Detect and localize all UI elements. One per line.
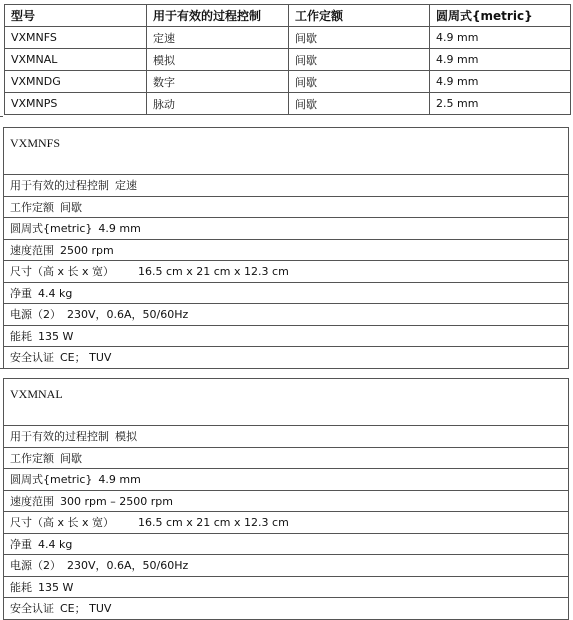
spec-row xyxy=(4,239,569,261)
spec-row xyxy=(4,598,569,620)
spec-label: 能耗 xyxy=(10,580,32,594)
spec-value: 135 W xyxy=(38,329,74,343)
spec-value: 135 W xyxy=(38,580,74,594)
spec-model-name: VXMNFS xyxy=(4,128,569,175)
table-cell: VXMNPS xyxy=(5,93,147,115)
spec-value: 230V，0.6A，50/60Hz xyxy=(67,559,189,573)
spec-table-vxmnfs xyxy=(3,127,569,369)
spec-value: 4.4 kg xyxy=(38,286,73,300)
table-row xyxy=(5,93,571,115)
table-cell: 数字 xyxy=(147,71,289,93)
spec-row xyxy=(4,555,569,577)
spec-label: 净重 xyxy=(10,537,32,551)
table-header-row xyxy=(5,5,571,27)
spec-label: 安全认证 xyxy=(10,602,54,616)
spec-value: 16.5 cm x 21 cm x 12.3 cm xyxy=(138,516,289,530)
spec-value: CE； TUV xyxy=(60,351,112,365)
spec-row xyxy=(4,218,569,240)
spec-label: 安全认证 xyxy=(10,351,54,365)
spec-value: 16.5 cm x 21 cm x 12.3 cm xyxy=(138,265,289,279)
table-cell: 2.5 mm xyxy=(430,93,571,115)
spec-row xyxy=(4,325,569,347)
spec-row xyxy=(4,261,569,283)
table-cell: VXMNFS xyxy=(5,27,147,49)
spec-label: 圆周式{metric} xyxy=(10,222,93,236)
table-cell: 4.9 mm xyxy=(430,49,571,71)
divider xyxy=(0,368,3,369)
spec-model-name: VXMNAL xyxy=(4,379,569,426)
spec-row xyxy=(4,175,569,197)
spec-value: 定速 xyxy=(115,179,137,193)
table-cell: 模拟 xyxy=(147,49,289,71)
spec-label: 能耗 xyxy=(10,329,32,343)
spec-label: 速度范围 xyxy=(10,494,54,508)
spec-label: 用于有效的过程控制 xyxy=(10,179,109,193)
column-header: 型号 xyxy=(5,5,147,27)
table-cell: 间歇 xyxy=(289,49,430,71)
spec-label: 速度范围 xyxy=(10,243,54,257)
table-cell: 间歇 xyxy=(289,27,430,49)
spec-value: 间歇 xyxy=(60,451,82,465)
spec-row xyxy=(4,576,569,598)
spec-label: 尺寸（高 x 长 x 宽） xyxy=(10,516,115,530)
spec-title-row xyxy=(4,379,569,426)
table-row xyxy=(5,71,571,93)
spec-value: 300 rpm – 2500 rpm xyxy=(60,494,173,508)
column-header: 用于有效的过程控制 xyxy=(147,5,289,27)
table-cell: 定速 xyxy=(147,27,289,49)
spec-row xyxy=(4,196,569,218)
spec-row xyxy=(4,533,569,555)
spec-label: 圆周式{metric} xyxy=(10,473,93,487)
spec-value: 2500 rpm xyxy=(60,243,114,257)
column-header: 工作定额 xyxy=(289,5,430,27)
spec-value: 4.9 mm xyxy=(98,473,141,487)
spec-value: 4.9 mm xyxy=(98,222,141,236)
spec-label: 净重 xyxy=(10,286,32,300)
spec-label: 电源（2） xyxy=(10,308,61,322)
table-cell: 脉动 xyxy=(147,93,289,115)
spec-label: 工作定额 xyxy=(10,200,54,214)
spec-value: 230V，0.6A，50/60Hz xyxy=(67,308,189,322)
column-header: 圆周式{metric} xyxy=(430,5,571,27)
table-row xyxy=(5,49,571,71)
spec-value: 模拟 xyxy=(115,430,137,444)
spec-row xyxy=(4,347,569,369)
spec-value: CE； TUV xyxy=(60,602,112,616)
spec-row xyxy=(4,304,569,326)
spec-label: 尺寸（高 x 长 x 宽） xyxy=(10,265,115,279)
table-cell: 4.9 mm xyxy=(430,71,571,93)
spec-row xyxy=(4,447,569,469)
divider xyxy=(0,116,3,117)
spec-row xyxy=(4,469,569,491)
table-cell: 间歇 xyxy=(289,71,430,93)
spec-label: 用于有效的过程控制 xyxy=(10,430,109,444)
spec-row xyxy=(4,490,569,512)
table-row xyxy=(5,27,571,49)
spec-row xyxy=(4,512,569,534)
table-cell: VXMNDG xyxy=(5,71,147,93)
spec-value: 4.4 kg xyxy=(38,537,73,551)
spec-title-row xyxy=(4,128,569,175)
spec-label: 工作定额 xyxy=(10,451,54,465)
spec-row xyxy=(4,426,569,448)
table-cell: 间歇 xyxy=(289,93,430,115)
model-summary-table xyxy=(4,4,571,115)
table-cell: 4.9 mm xyxy=(430,27,571,49)
spec-value: 间歇 xyxy=(60,200,82,214)
spec-row xyxy=(4,282,569,304)
spec-label: 电源（2） xyxy=(10,559,61,573)
table-cell: VXMNAL xyxy=(5,49,147,71)
spec-table-vxmnal xyxy=(3,378,569,620)
